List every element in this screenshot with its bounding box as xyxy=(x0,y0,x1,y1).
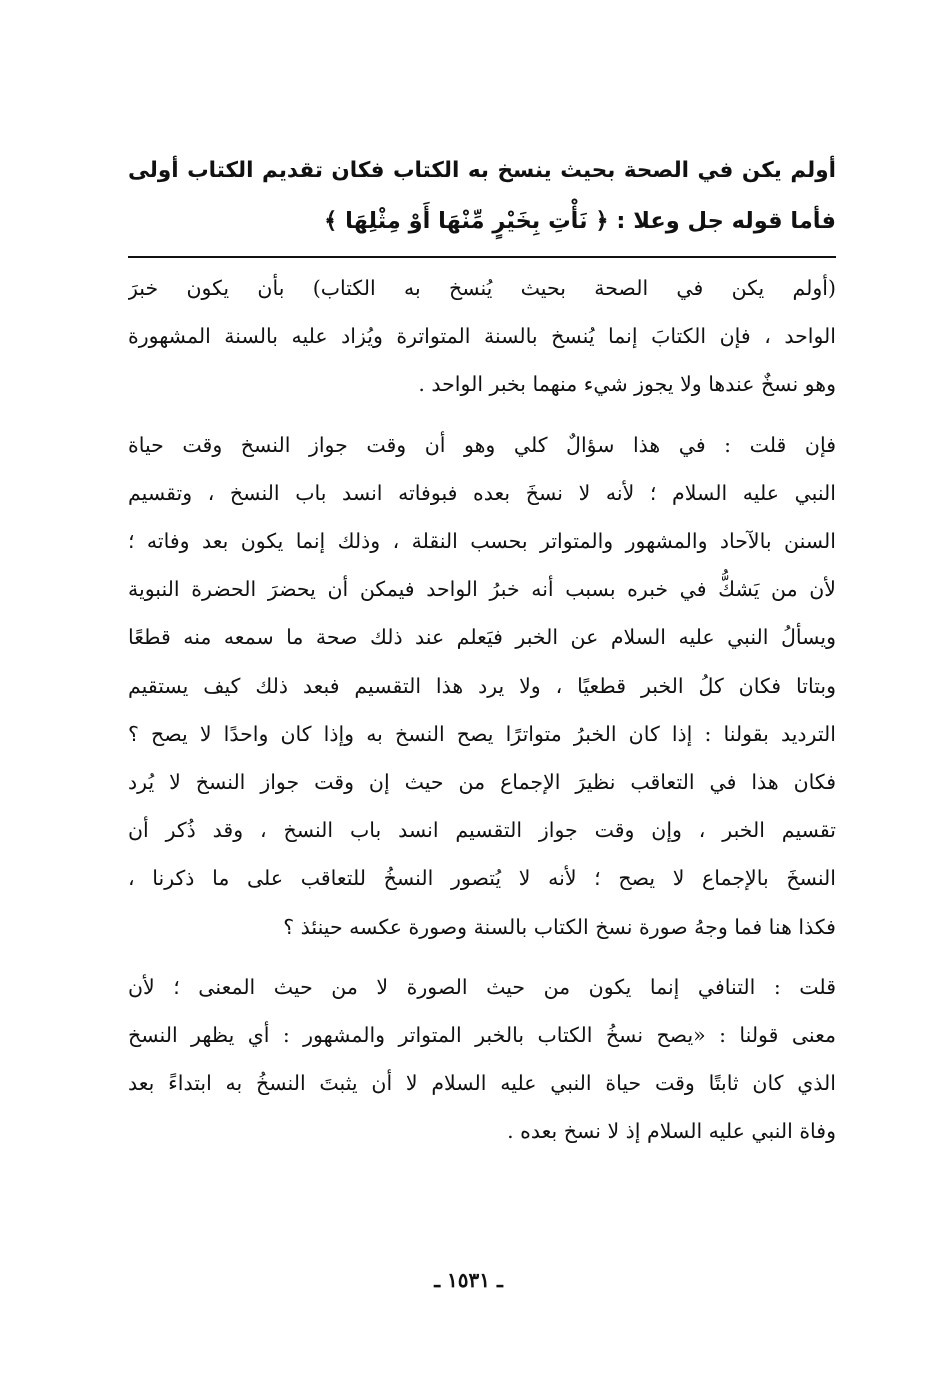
main-text-line: أولم يكن في الصحة بحيث ينسخ به الكتاب فكان تقديم الكتاب أولى xyxy=(128,158,836,183)
commentary-line: السنن بالآحاد والمشهور والمتواتر بحسب النقلة ، وذلك إنما يكون بعد وفاته ؛ xyxy=(128,529,836,554)
commentary-paragraph xyxy=(128,264,836,409)
commentary-line: النسخَ بالإجماع لا يصح ؛ لأنه لا يُتصور النسخُ للتعاقب على ما ذكرنا ، xyxy=(128,866,836,891)
commentary-line: النبي عليه السلام ؛ لأنه لا نسخَ بعده فبوفاته انسد باب النسخ ، وتقسيم xyxy=(128,480,836,505)
commentary-line: قلت : التنافي إنما يكون من حيث الصورة لا من حيث المعنى ؛ لأن xyxy=(128,974,836,999)
commentary-line: الذي كان ثابتًا وقت حياة النبي عليه السلام لا أن يثبتَ النسخُ به ابتداءً بعد xyxy=(128,1071,836,1096)
commentary-paragraph xyxy=(128,421,836,951)
commentary-line: الواحد ، فإن الكتابَ إنما يُنسخ بالسنة المتواترة ويُزاد عليه بالسنة المشهورة xyxy=(128,324,836,349)
commentary-block xyxy=(128,264,836,1156)
main-text-block xyxy=(128,146,836,246)
commentary-line: الترديد بقولنا : إذا كان الخبرُ متواترًا يصح النسخ به وإذا كان واحدًا لا يصح ؟ xyxy=(128,721,836,746)
separator-rule xyxy=(128,256,836,258)
commentary-line: وبتاتا فكان كلُ الخبر قطعيًا ، ولا يرد هذا التقسيم فبعد ذلك كيف يستقيم xyxy=(128,673,836,698)
commentary-line: وهو نسخٌ عندها ولا يجوز شيء منهما بخبر الواحد . xyxy=(418,372,836,397)
page-number: ـ ١٥٣١ ـ xyxy=(434,1268,503,1292)
commentary-line: (أولم يكن في الصحة بحيث يُنسخ به الكتاب) بأن يكون خبرَ xyxy=(128,276,836,300)
commentary-line: فإن قلت : في هذا سؤالٌ كلي وهو أن وقت جواز النسخ وقت حياة xyxy=(128,432,836,457)
commentary-line: فكذا هنا فما وجهُ صورة نسخ الكتاب بالسنة وصورة عكسه حينئذ ؟ xyxy=(283,914,836,939)
commentary-line: لأن من يَشكُّ في خبره بسبب أنه خبرُ الواحد فيمكن أن يحضرَ الحضرة النبوية xyxy=(128,577,836,602)
commentary-line: فكان هذا في التعاقب نظيرَ الإجماع من حيث إن وقت جواز النسخ لا يُرد xyxy=(128,770,836,795)
commentary-line: وفاة النبي عليه السلام إذ لا نسخ بعده . xyxy=(507,1119,836,1144)
commentary-paragraph xyxy=(128,963,836,1156)
commentary-line: تقسيم الخبر ، وإن وقت جواز التقسيم انسد باب النسخ ، وقد ذُكر أن xyxy=(128,818,836,843)
commentary-line: ويسألُ النبي عليه السلام عن الخبر فيَعلم عند ذلك صحة ما سمعه منه قطعًا xyxy=(128,625,836,650)
main-text-line: فأما قوله جل وعلا : ﴿ نَأْتِ بِخَيْرٍ مِّنْهَا أَوْ مِثْلِهَا ﴾ xyxy=(324,208,836,234)
commentary-line: معنى قولنا : «يصح نسخُ الكتاب بالخبر المتواتر والمشهور : أي يظهر النسخ xyxy=(128,1023,836,1048)
